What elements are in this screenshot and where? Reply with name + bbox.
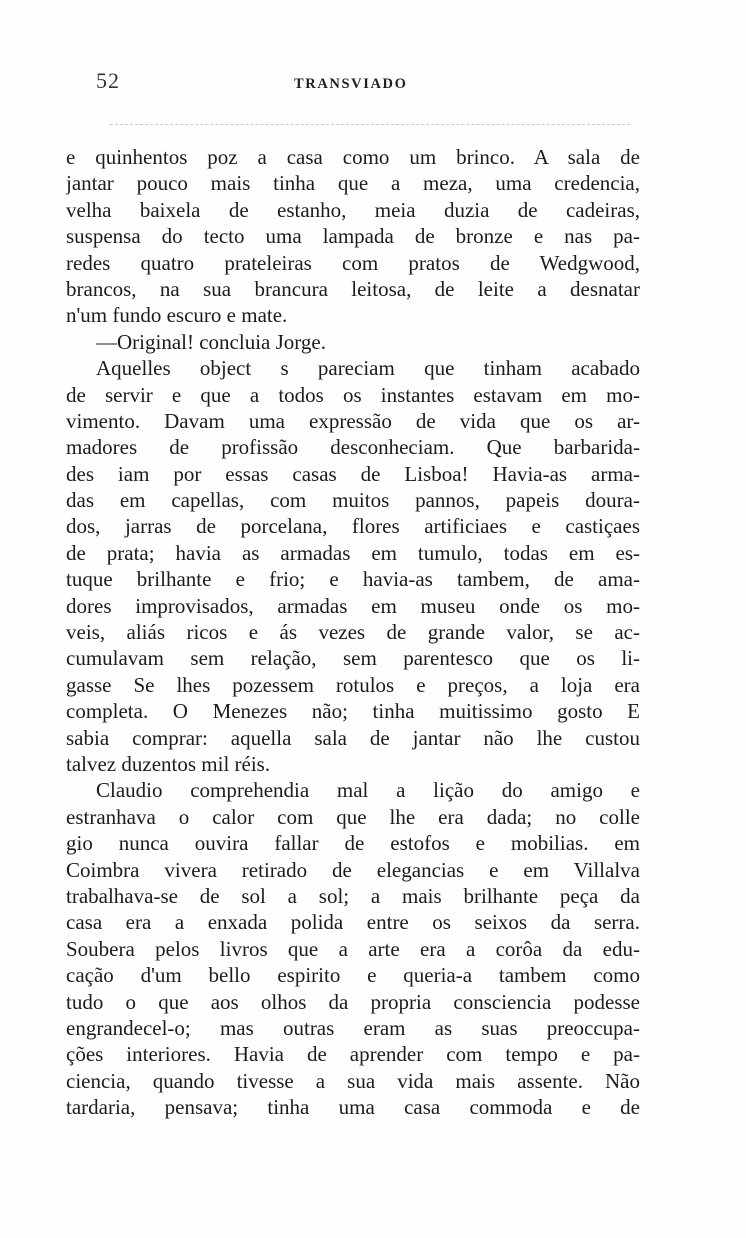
text-line: redes quatro prateleiras com pratos de Wedgwood, xyxy=(66,250,640,275)
text-line: Coimbra vivera retirado de elegancias e em Villalva xyxy=(66,857,640,882)
text-line: Aquelles object s pareciam que tinham acabado xyxy=(96,356,640,381)
body-text xyxy=(66,144,640,1120)
text-line: gio nunca ouvira fallar de estofos e mobilias. em xyxy=(66,831,640,856)
text-line: tardaria, pensava; tinha uma casa commoda e de xyxy=(66,1095,640,1120)
text-line: n'um fundo escuro e mate. xyxy=(66,303,288,328)
text-line: dores improvisados, armadas em museu onde os mo- xyxy=(66,593,640,618)
text-line: des iam por essas casas de Lisboa! Havia-as arma- xyxy=(66,461,640,486)
text-line: talvez duzentos mil réis. xyxy=(66,751,271,776)
text-line: ções interiores. Havia de aprender com tempo e pa- xyxy=(66,1042,640,1067)
text-line: Soubera pelos livros que a arte era a corôa da edu- xyxy=(66,936,640,961)
text-line: vimento. Davam uma expressão de vida que os ar- xyxy=(66,408,640,433)
header-divider xyxy=(110,124,630,125)
text-line: sabia comprar: aquella sala de jantar não lhe custou xyxy=(66,725,640,750)
text-line: casa era a enxada polida entre os seixos da serra. xyxy=(66,910,640,935)
text-line: tudo o que aos olhos da propria consciencia podesse xyxy=(66,989,640,1014)
text-line: ciencia, quando tivesse a sua vida mais assente. Não xyxy=(66,1068,640,1093)
text-line: das em capellas, com muitos pannos, papeis doura- xyxy=(66,488,640,513)
text-line: trabalhava-se de sol a sol; a mais brilhante peça da xyxy=(66,883,640,908)
text-line: veis, aliás ricos e ás vezes de grande valor, se ac- xyxy=(66,620,640,645)
text-line: Claudio comprehendia mal a lição do amigo e xyxy=(96,778,640,803)
text-line: velha baixela de estanho, meia duzia de cadeiras, xyxy=(66,197,640,222)
page-header xyxy=(96,68,646,98)
text-line: dos, jarras de porcelana, flores artificiaes e castiçaes xyxy=(66,514,640,539)
text-line: estranhava o calor com que lhe era dada; no colle xyxy=(66,804,640,829)
text-line: de prata; havia as armadas em tumulo, todas em es- xyxy=(66,540,640,565)
text-line: cumulavam sem relação, sem parentesco que os li- xyxy=(66,646,640,671)
text-line: de servir e que a todos os instantes estavam em mo- xyxy=(66,382,640,407)
text-line: brancos, na sua brancura leitosa, de leite a desnatar xyxy=(66,276,640,301)
text-line: suspensa do tecto uma lampada de bronze e nas pa- xyxy=(66,224,640,249)
text-line: tuque brilhante e frio; e havia-as tambem, de ama- xyxy=(66,567,640,592)
text-line: madores de profissão desconheciam. Que barbarida- xyxy=(66,435,640,460)
text-line: e quinhentos poz a casa como um brinco. A sala de xyxy=(66,145,640,169)
text-line: cação d'um bello espirito e queria-a tambem como xyxy=(66,963,640,988)
text-line: gasse Se lhes pozessem rotulos e preços, a loja era xyxy=(66,672,640,697)
page-number: 52 xyxy=(96,68,120,93)
running-title: TRANSVIADO xyxy=(294,76,408,92)
text-line: —Original! concluia Jorge. xyxy=(96,329,326,354)
text-line: jantar pouco mais tinha que a meza, uma credencia, xyxy=(66,171,640,196)
text-line: engrandecel-o; mas outras eram as suas preoccupa- xyxy=(66,1015,640,1040)
text-line: completa. O Menezes não; tinha muitissimo gosto E xyxy=(66,699,640,724)
